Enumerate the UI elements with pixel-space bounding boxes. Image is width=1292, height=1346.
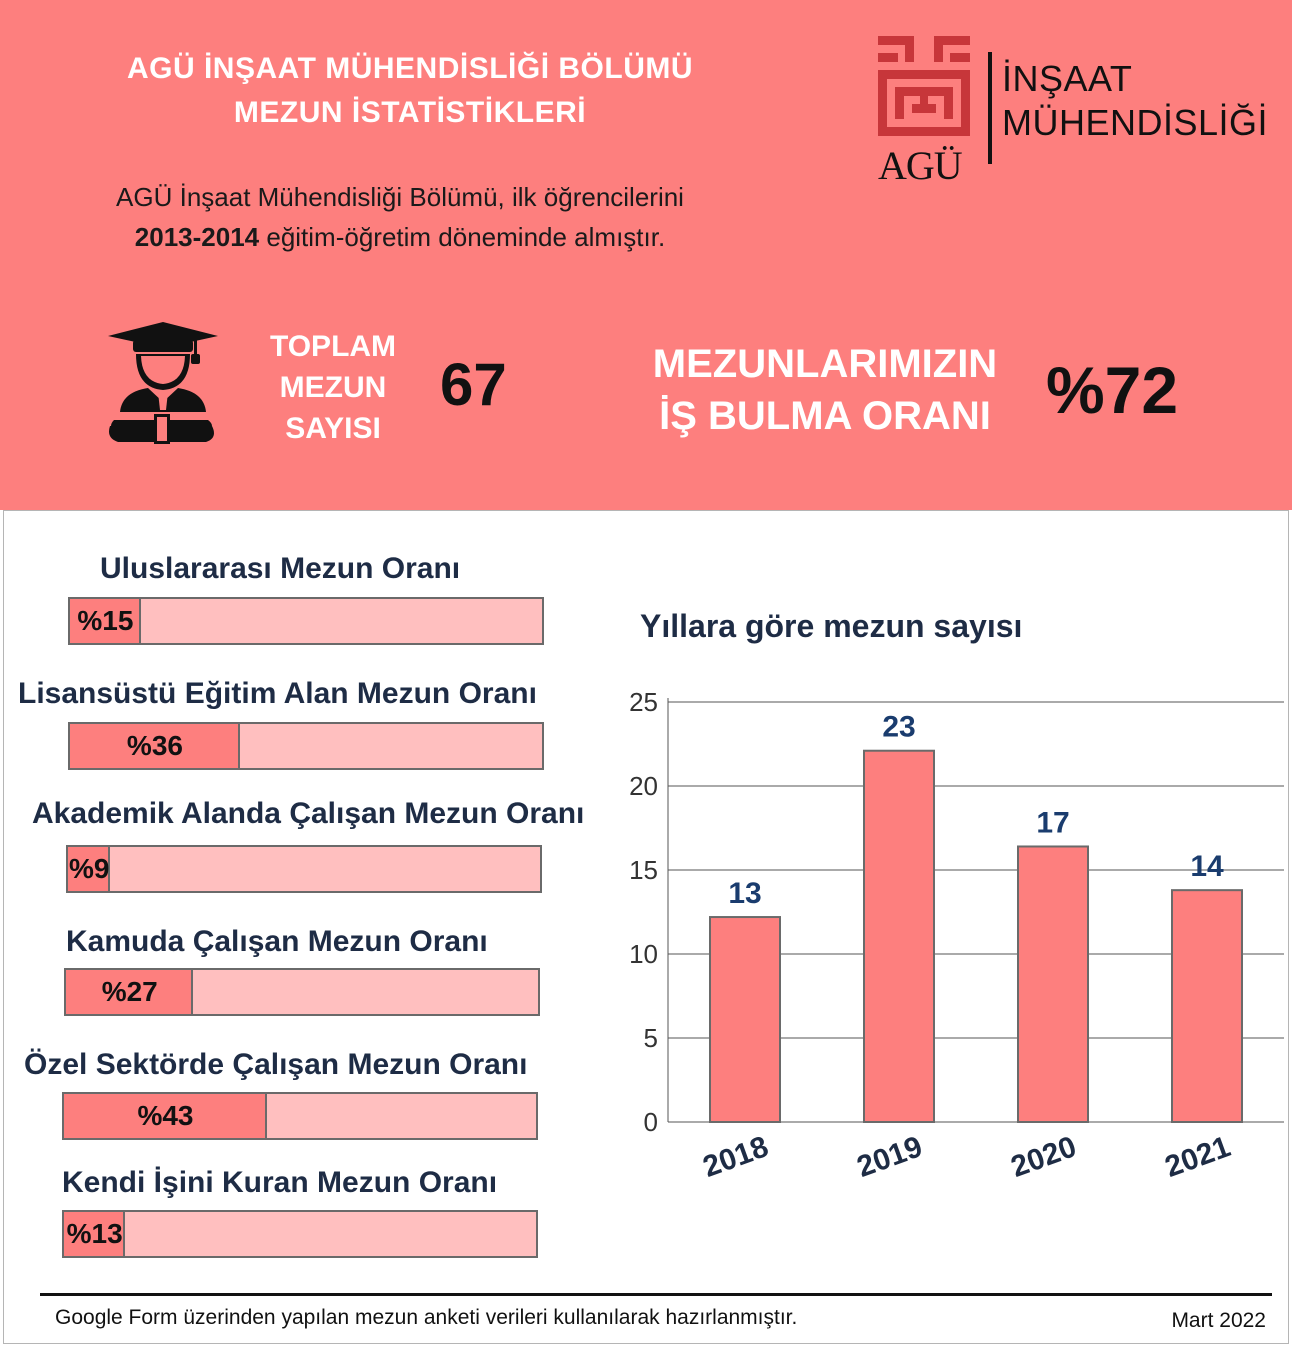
x-tick-label: 2018 [698, 1130, 773, 1184]
rate-title-public-sector: Kamuda Çalışan Mezun Oranı [66, 925, 488, 958]
rate-title-international: Uluslararası Mezun Oranı [100, 552, 461, 585]
total-graduates-label [248, 326, 418, 449]
chart-bar [1172, 890, 1242, 1122]
page-title-line-1: AGÜ İNŞAAT MÜHENDİSLİĞİ BÖLÜMÜ [126, 52, 694, 85]
rate-bar-international [68, 597, 544, 645]
y-tick-label: 5 [643, 1023, 658, 1053]
rate-bar-value: %27 [101, 976, 158, 1007]
employment-rate-label-line: İŞ BULMA ORANI [659, 394, 991, 438]
rate-title-graduate-study: Lisansüstü Eğitim Alan Mezun Oranı [18, 677, 537, 710]
rate-bar-value: %36 [126, 730, 183, 761]
total-graduates-label-line: MEZUN [279, 371, 387, 404]
y-tick-label: 0 [643, 1107, 658, 1137]
y-tick-label: 25 [629, 687, 658, 717]
rate-title-academic: Akademik Alanda Çalışan Mezun Oranı [32, 797, 585, 830]
total-graduates-value: 67 [440, 351, 507, 418]
rate-bar-private-sector [62, 1092, 538, 1140]
intro-text-rest: eğitim-öğretim döneminde almıştır. [259, 222, 666, 252]
intro-year: 2013-2014 [134, 222, 260, 252]
rate-title-private-sector: Özel Sektörde Çalışan Mezun Oranı [24, 1048, 528, 1081]
total-graduates-label-line: TOPLAM [269, 330, 397, 363]
header-banner [0, 0, 1292, 510]
employment-rate-label [630, 338, 1020, 442]
footer-note: Google Form üzerinden yapılan mezun anketi verileri kullanılarak hazırlanmıştır. [55, 1306, 798, 1329]
logo-divider [988, 52, 992, 164]
rate-bar-value: %9 [69, 853, 110, 884]
rate-title-entrepreneur: Kendi İşini Kuran Mezun Oranı [62, 1166, 498, 1199]
logo-text-line-2: MÜHENDİSLİĞİ [1002, 102, 1269, 143]
rate-bar-value: %15 [77, 605, 134, 636]
y-tick-label: 10 [629, 939, 658, 969]
bar-data-label: 17 [1036, 806, 1070, 840]
employment-rate-value: %72 [1046, 353, 1179, 427]
rate-bar-value: %13 [66, 1218, 123, 1249]
chart-title: Yıllara göre mezun sayısı [640, 608, 1023, 644]
total-graduates-label-line: SAYISI [285, 412, 381, 445]
chart-bar [864, 751, 934, 1122]
logo-short-text: AGÜ [878, 143, 962, 188]
bar-data-label: 23 [882, 710, 916, 744]
rate-bar-graduate-study [68, 722, 544, 770]
rate-bar-value: %43 [137, 1100, 194, 1131]
logo-text-line-1: İNŞAAT [1002, 58, 1133, 99]
chart-bar [710, 917, 780, 1122]
employment-rate-label-line: MEZUNLARIMIZIN [652, 342, 998, 386]
x-tick-label: 2021 [1160, 1130, 1235, 1184]
rate-bar-entrepreneur [62, 1210, 538, 1258]
chart-bar [1018, 846, 1088, 1122]
rate-bar-public-sector [64, 968, 540, 1016]
intro-text-line-1: AGÜ İnşaat Mühendisliği Bölümü, ilk öğrencilerini [116, 182, 684, 212]
x-tick-label: 2020 [1006, 1130, 1081, 1184]
rate-bar-academic [66, 845, 542, 893]
bar-data-label: 14 [1190, 850, 1224, 884]
footer-date: Mart 2022 [1171, 1309, 1266, 1332]
y-tick-label: 15 [629, 855, 658, 885]
graduates-by-year-chart [600, 670, 1290, 1210]
y-tick-label: 20 [629, 771, 658, 801]
agu-logo-mark-icon [878, 36, 970, 136]
graduate-icon [108, 322, 218, 446]
bar-data-label: 13 [728, 877, 762, 911]
x-tick-label: 2019 [852, 1130, 927, 1184]
footer-divider [40, 1293, 1272, 1296]
page-title-line-2: MEZUN İSTATİSTİKLERİ [233, 96, 587, 129]
intro-text-line-2 [40, 220, 760, 254]
